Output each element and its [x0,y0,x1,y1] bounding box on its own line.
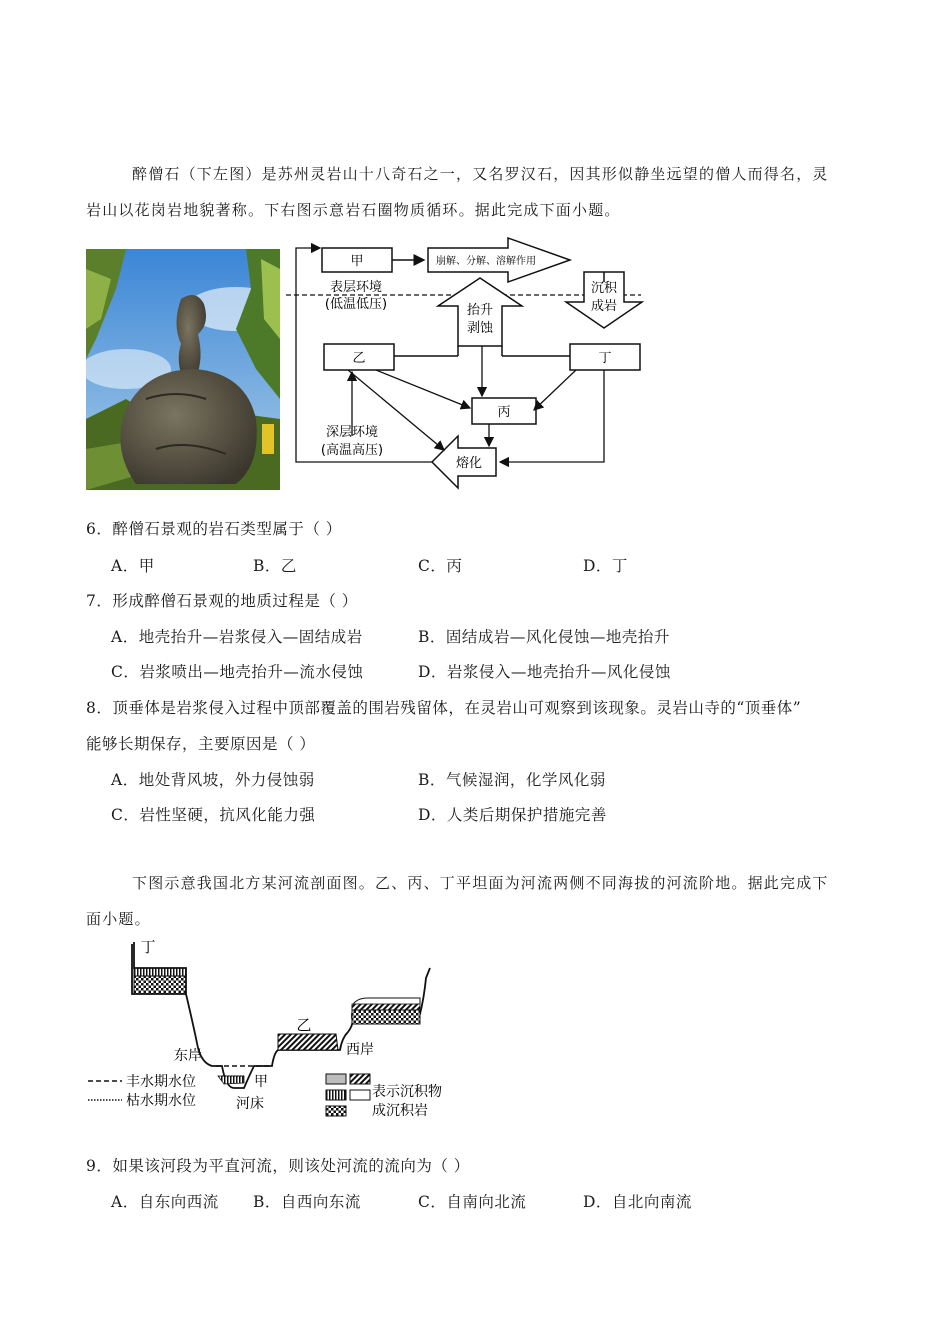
box-ding-label: 丁 [598,351,612,366]
q6-option-a[interactable]: A．甲 [111,557,155,575]
intro-1-line-1: 醉僧石（下左图）是苏州灵岩山十八奇石之一，又名罗汉石，因其形似静坐远望的僧人而得名，灵 [132,165,829,183]
legend-box-vlines [326,1090,346,1100]
melt-label: 熔化 [455,456,483,471]
box-bing-label: 丙 [497,405,511,420]
jia-sediment [218,1076,244,1084]
east-bank-label: 东岸 [174,1048,202,1064]
surface-env-cond: (低温低压) [324,297,388,312]
q9-option-a[interactable]: A．自东向西流 [111,1193,219,1211]
deep-env-cond: (高温高压) [320,443,384,458]
box-yi-label: 乙 [352,351,366,366]
river-label-ding: 丁 [140,938,156,956]
box-jia-label: 甲 [350,254,364,269]
river-cross-section-diagram [86,938,466,1122]
surface-env-label: 表层环境 [329,280,383,295]
question-8-stem-line-2: 能够长期保存，主要原因是（ ） [86,735,316,753]
legend-box-white [350,1090,370,1100]
q7-option-c[interactable]: C．岩浆喷出—地壳抬升—流水侵蚀 [111,663,364,681]
legend-box-hatch [350,1074,370,1084]
riverbed-label: 河床 [236,1096,264,1112]
q8-option-d[interactable]: D．人类后期保护措施完善 [418,806,607,824]
q9-option-d[interactable]: D．自北向南流 [583,1193,692,1211]
q6-option-b[interactable]: B．乙 [253,557,297,575]
q7-option-a[interactable]: A．地壳抬升—岩浆侵入—固结成岩 [111,628,363,646]
weathering-label: 崩解、分解、溶解作用 [436,256,536,267]
q8-option-c[interactable]: C．岩性坚硬，抗风化能力强 [111,806,316,824]
sediment-label-1: 沉积 [590,281,618,296]
deep-env-label: 深层环境 [325,425,379,440]
yi-sediment [278,1034,338,1050]
q6-option-c[interactable]: C．丙 [418,557,463,575]
question-7-stem: 7．形成醉僧石景观的地质过程是（ ） [86,592,358,610]
intro-2-line-2: 面小题。 [86,910,151,928]
ding-rock-layer [134,976,186,994]
q9-option-c[interactable]: C．自南向北流 [418,1193,527,1211]
q6-option-d[interactable]: D．丁 [583,557,628,575]
question-6-stem: 6．醉僧石景观的岩石类型属于（ ） [86,520,342,538]
q8-option-b[interactable]: B．气候湿润，化学风化弱 [418,771,606,789]
legend-dry-label: 枯水期水位 [126,1093,196,1109]
intro-paragraph-2 [86,865,866,937]
intro-paragraph-1 [86,156,866,228]
west-bank-label: 西岸 [346,1042,374,1058]
legend-flood-label: 丰水期水位 [126,1074,196,1090]
legend-sediment-label: 表示沉积物 [372,1084,442,1100]
legend-box-light [326,1074,346,1084]
uplift-label-1: 抬升 [466,303,494,318]
legend-rock-label: 成沉积岩 [372,1103,428,1119]
river-label-jia: 甲 [254,1074,268,1090]
intro-2-line-1: 下图示意我国北方某河流剖面图。乙、丙、丁平坦面为河流两侧不同海拔的河流阶地。据此完成下 [132,874,829,892]
drunken-monk-rock-photo [86,249,280,490]
rock-cycle-diagram [286,236,646,494]
river-label-yi: 乙 [296,1016,312,1034]
intro-1-line-2: 岩山以花岗岩地貌著称。下右图示意岩石圈物质循环。据此完成下面小题。 [86,201,621,219]
question-8-stem-line-1: 8．顶垂体是岩浆侵入过程中顶部覆盖的围岩残留体，在灵岩山可观察到该现象。灵岩山寺的“顶垂体” [86,699,802,717]
q7-option-d[interactable]: D．岩浆侵入—地壳抬升—风化侵蚀 [418,663,671,681]
q9-option-b[interactable]: B．自西向东流 [253,1193,361,1211]
sediment-label-2: 成岩 [590,299,618,314]
bing-hatch-layer [352,1004,420,1010]
q7-option-b[interactable]: B．固结成岩—风化侵蚀—地壳抬升 [418,628,670,646]
q8-option-a[interactable]: A．地处背风坡，外力侵蚀弱 [111,771,315,789]
ding-sediment-layer [134,968,186,976]
uplift-label-2: 剥蚀 [466,321,494,336]
bing-rock-layer [352,1010,420,1024]
question-9-stem: 9．如果该河段为平直河流，则该处河流的流向为（ ） [86,1157,470,1175]
legend-box-dots [326,1106,346,1116]
